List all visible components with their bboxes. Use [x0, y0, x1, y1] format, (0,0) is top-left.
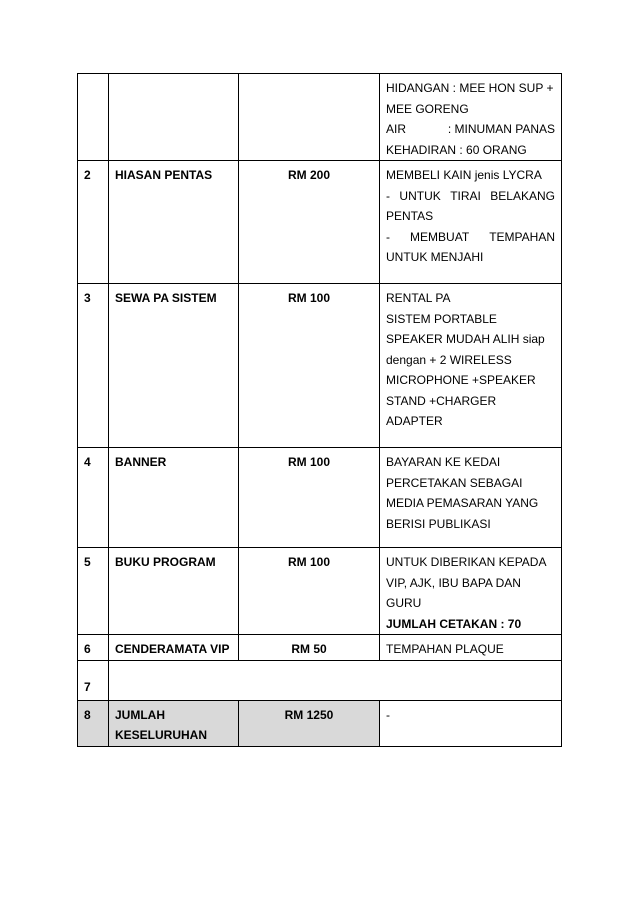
- table-row: [78, 635, 562, 661]
- description-line: MEMBELI KAIN jenis LYCRA: [386, 168, 542, 182]
- empty-cell: [109, 660, 562, 700]
- table-row: [78, 660, 562, 700]
- item-name-line: KESELURUHAN: [115, 728, 208, 742]
- row-number: 5: [78, 548, 109, 635]
- description-line: - MEMBUAT TEMPAHAN: [386, 229, 555, 244]
- description-line: VIP, AJK, IBU BAPA DAN: [386, 575, 521, 590]
- item-name: [109, 548, 239, 635]
- table-row: [78, 74, 562, 161]
- table-row: [78, 548, 562, 635]
- description-line: ADAPTER: [386, 414, 443, 428]
- description-line: AIR : MINUMAN PANAS: [386, 122, 555, 136]
- item-cost: [239, 74, 380, 161]
- item-cost: RM 100: [239, 284, 380, 448]
- table-row: [78, 284, 562, 448]
- description-line: KEHADIRAN : 60 ORANG: [386, 142, 527, 157]
- description-line: -: [386, 707, 390, 722]
- item-description: [380, 74, 562, 161]
- item-cost: RM 100: [239, 548, 380, 635]
- description-line: UNTUK DIBERIKAN KEPADA: [386, 555, 547, 569]
- row-number: 6: [78, 635, 109, 661]
- item-description: [380, 161, 562, 284]
- item-cost: RM 50: [239, 635, 380, 661]
- description-line: STAND +CHARGER: [386, 393, 497, 408]
- description-line: MEE GORENG: [386, 101, 469, 116]
- item-cost: RM 100: [239, 448, 380, 548]
- description-line: dengan + 2 WIRELESS: [386, 352, 512, 367]
- item-description: [380, 635, 562, 661]
- description-line: TEMPAHAN PLAQUE: [386, 642, 504, 656]
- item-name: [109, 700, 239, 746]
- description-line: MICROPHONE +SPEAKER: [386, 373, 536, 387]
- row-number: [78, 74, 109, 161]
- item-name-line: HIASAN PENTAS: [115, 168, 213, 182]
- description-line: RENTAL PA: [386, 291, 451, 305]
- description-line: MEDIA PEMASARAN YANG: [386, 496, 539, 510]
- item-name: [109, 284, 239, 448]
- description-line: UNTUK MENJAHI: [386, 250, 484, 264]
- item-cost: RM 200: [239, 161, 380, 284]
- item-name-line: SEWA PA SISTEM: [115, 291, 217, 305]
- budget-table: [77, 73, 562, 747]
- description-line: BAYARAN KE KEDAI: [386, 455, 501, 469]
- item-description: [380, 448, 562, 548]
- description-line: JUMLAH CETAKAN : 70: [386, 616, 522, 631]
- item-name: [109, 448, 239, 548]
- item-name: [109, 161, 239, 284]
- item-name-line: CENDERAMATA VIP: [115, 642, 230, 656]
- table-row: [78, 448, 562, 548]
- item-description: [380, 284, 562, 448]
- row-number: 3: [78, 284, 109, 448]
- item-cost: RM 1250: [239, 700, 380, 746]
- item-name: [109, 635, 239, 661]
- description-line: PERCETAKAN SEBAGAI: [386, 475, 523, 490]
- description-line: BERISI PUBLIKASI: [386, 516, 491, 531]
- description-line: SISTEM PORTABLE: [386, 311, 497, 326]
- description-line: SPEAKER MUDAH ALIH siap: [386, 332, 545, 346]
- description-line: GURU: [386, 596, 422, 610]
- description-line: PENTAS: [386, 209, 434, 223]
- item-name-line: BUKU PROGRAM: [115, 555, 216, 569]
- item-name: [109, 74, 239, 161]
- row-number: 8: [78, 700, 109, 746]
- item-name-line: BANNER: [115, 455, 167, 469]
- table-row: [78, 161, 562, 284]
- item-description: [380, 700, 562, 746]
- description-line: HIDANGAN : MEE HON SUP +: [386, 81, 554, 95]
- row-number: 2: [78, 161, 109, 284]
- row-number: 4: [78, 448, 109, 548]
- description-line: - UNTUK TIRAI BELAKANG: [386, 188, 555, 203]
- row-number: 7: [78, 660, 109, 700]
- item-description: [380, 548, 562, 635]
- total-row: [78, 700, 562, 746]
- item-name-line: JUMLAH: [115, 707, 165, 722]
